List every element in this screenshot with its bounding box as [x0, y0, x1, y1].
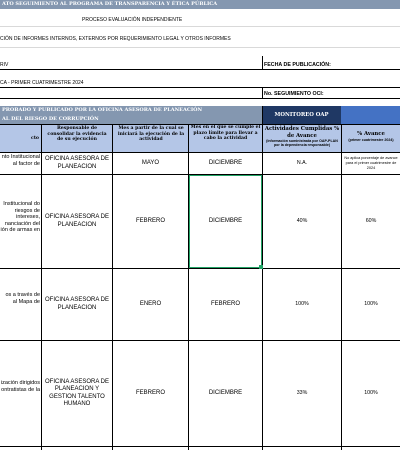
title-text: ATO SEGUIMIENTO AL PROGRAMA DE TRANSPARENCIA Y ÉTICA PÚBLICA — [2, 1, 218, 7]
col-header-avance — [342, 131, 400, 142]
approved-bar-text: PROBADO Y PUBLICADO POR LA OFICINA ASESORA DE PLANEACIÓN — [2, 107, 203, 113]
row-4-responsible: OFICINA ASESORA DE PLANEACION Y GESTION TALENTO HUMANO — [44, 378, 110, 407]
process-label: PROCESO EVALUACIÓN INDEPENDIENTE — [82, 17, 183, 23]
row-4-start: FEBRERO — [135, 389, 165, 396]
row-4-end: DICIEMBRE — [208, 389, 243, 396]
row-4-pct: 33% — [296, 389, 308, 396]
col-header-responsible: Responsable de consolidar la evidencia de su ejecución — [47, 126, 107, 142]
publication-label: FECHA DE PUBLICACIÓN: — [264, 62, 331, 68]
activities-subtitle: (Información suministrada por OAP-PLAN por la dependencia responsable) — [266, 139, 338, 148]
row-3-avance: 100% — [364, 300, 378, 307]
avance-title: % Avance — [357, 131, 385, 137]
row-2-end-selected[interactable]: DICIEMBRE — [189, 175, 262, 268]
row-1-activity: nto Institucional al factor de — [1, 154, 40, 167]
row-2-start: FEBRERO — [135, 217, 165, 224]
row-4-activity: ización dirigidos ontratistas de la — [0, 380, 40, 393]
row-2-responsible: OFICINA ASESORA DE PLANEACION — [44, 214, 110, 228]
col-header-end-month: Mes en el que se cumple el plazo límite para llevar a cabo la actividad — [190, 125, 261, 141]
col-header-start-month: Mes a partir de la cual se iniciará la ejecución de la actividad — [117, 126, 185, 142]
monitoring-header — [262, 106, 341, 124]
avance-subtitle: (primer cuatrimestre 2024) — [348, 137, 394, 142]
code-fragment: RIV — [0, 62, 9, 68]
row-3-responsible: OFICINA ASESORA DE PLANEACION — [44, 297, 110, 311]
row-2-pct: 40% — [296, 217, 308, 224]
description-label: CIÓN DE INFORMES INTERNOS, EXTERNOS POR REQUERIMIENTO LEGAL Y OTROS INFORMES — [0, 36, 231, 42]
row-4-avance: 100% — [364, 389, 378, 396]
title-bar — [0, 0, 400, 9]
row-3-pct: 100% — [295, 300, 309, 307]
monitoring-label: MONITOREO OAP — [274, 112, 329, 118]
period-label: CA - PRIMER CUATRIMESTRE 2024 — [0, 80, 84, 86]
row-3-activity: os a través de al Mapa de — [5, 292, 40, 305]
activities-title: Actividades Cumplidas % de Avance — [264, 126, 340, 139]
col-header-activities — [263, 126, 341, 148]
approved-bar — [0, 106, 262, 115]
oci-label: No. SEGUIMIENTO OCI: — [264, 91, 324, 97]
col-header-c0: cto — [31, 136, 39, 141]
row-2-avance: 60% — [365, 217, 377, 224]
row-1-responsible: OFICINA ASESORA DE PLANEACION — [44, 156, 110, 170]
row-1-end: DICIEMBRE — [208, 159, 243, 166]
row-3-end: FEBRERO — [210, 300, 240, 307]
risk-bar-text: AL DEL RIESGO DE CORRUPCIÓN — [2, 116, 99, 122]
risk-bar — [0, 115, 262, 124]
row-2-activity: Institucional do riesgos de intereses, nanciación del ión de armas en — [0, 201, 40, 233]
row-3-start: ENERO — [139, 300, 162, 307]
row-1-pct: N.A. — [296, 159, 308, 166]
row-1-start: MAYO — [141, 159, 160, 166]
monitoring-header-extension — [341, 106, 400, 124]
row-1-avance: No aplica porcentaje de avance para el primer cuatrimestre de 2024 — [344, 156, 398, 170]
